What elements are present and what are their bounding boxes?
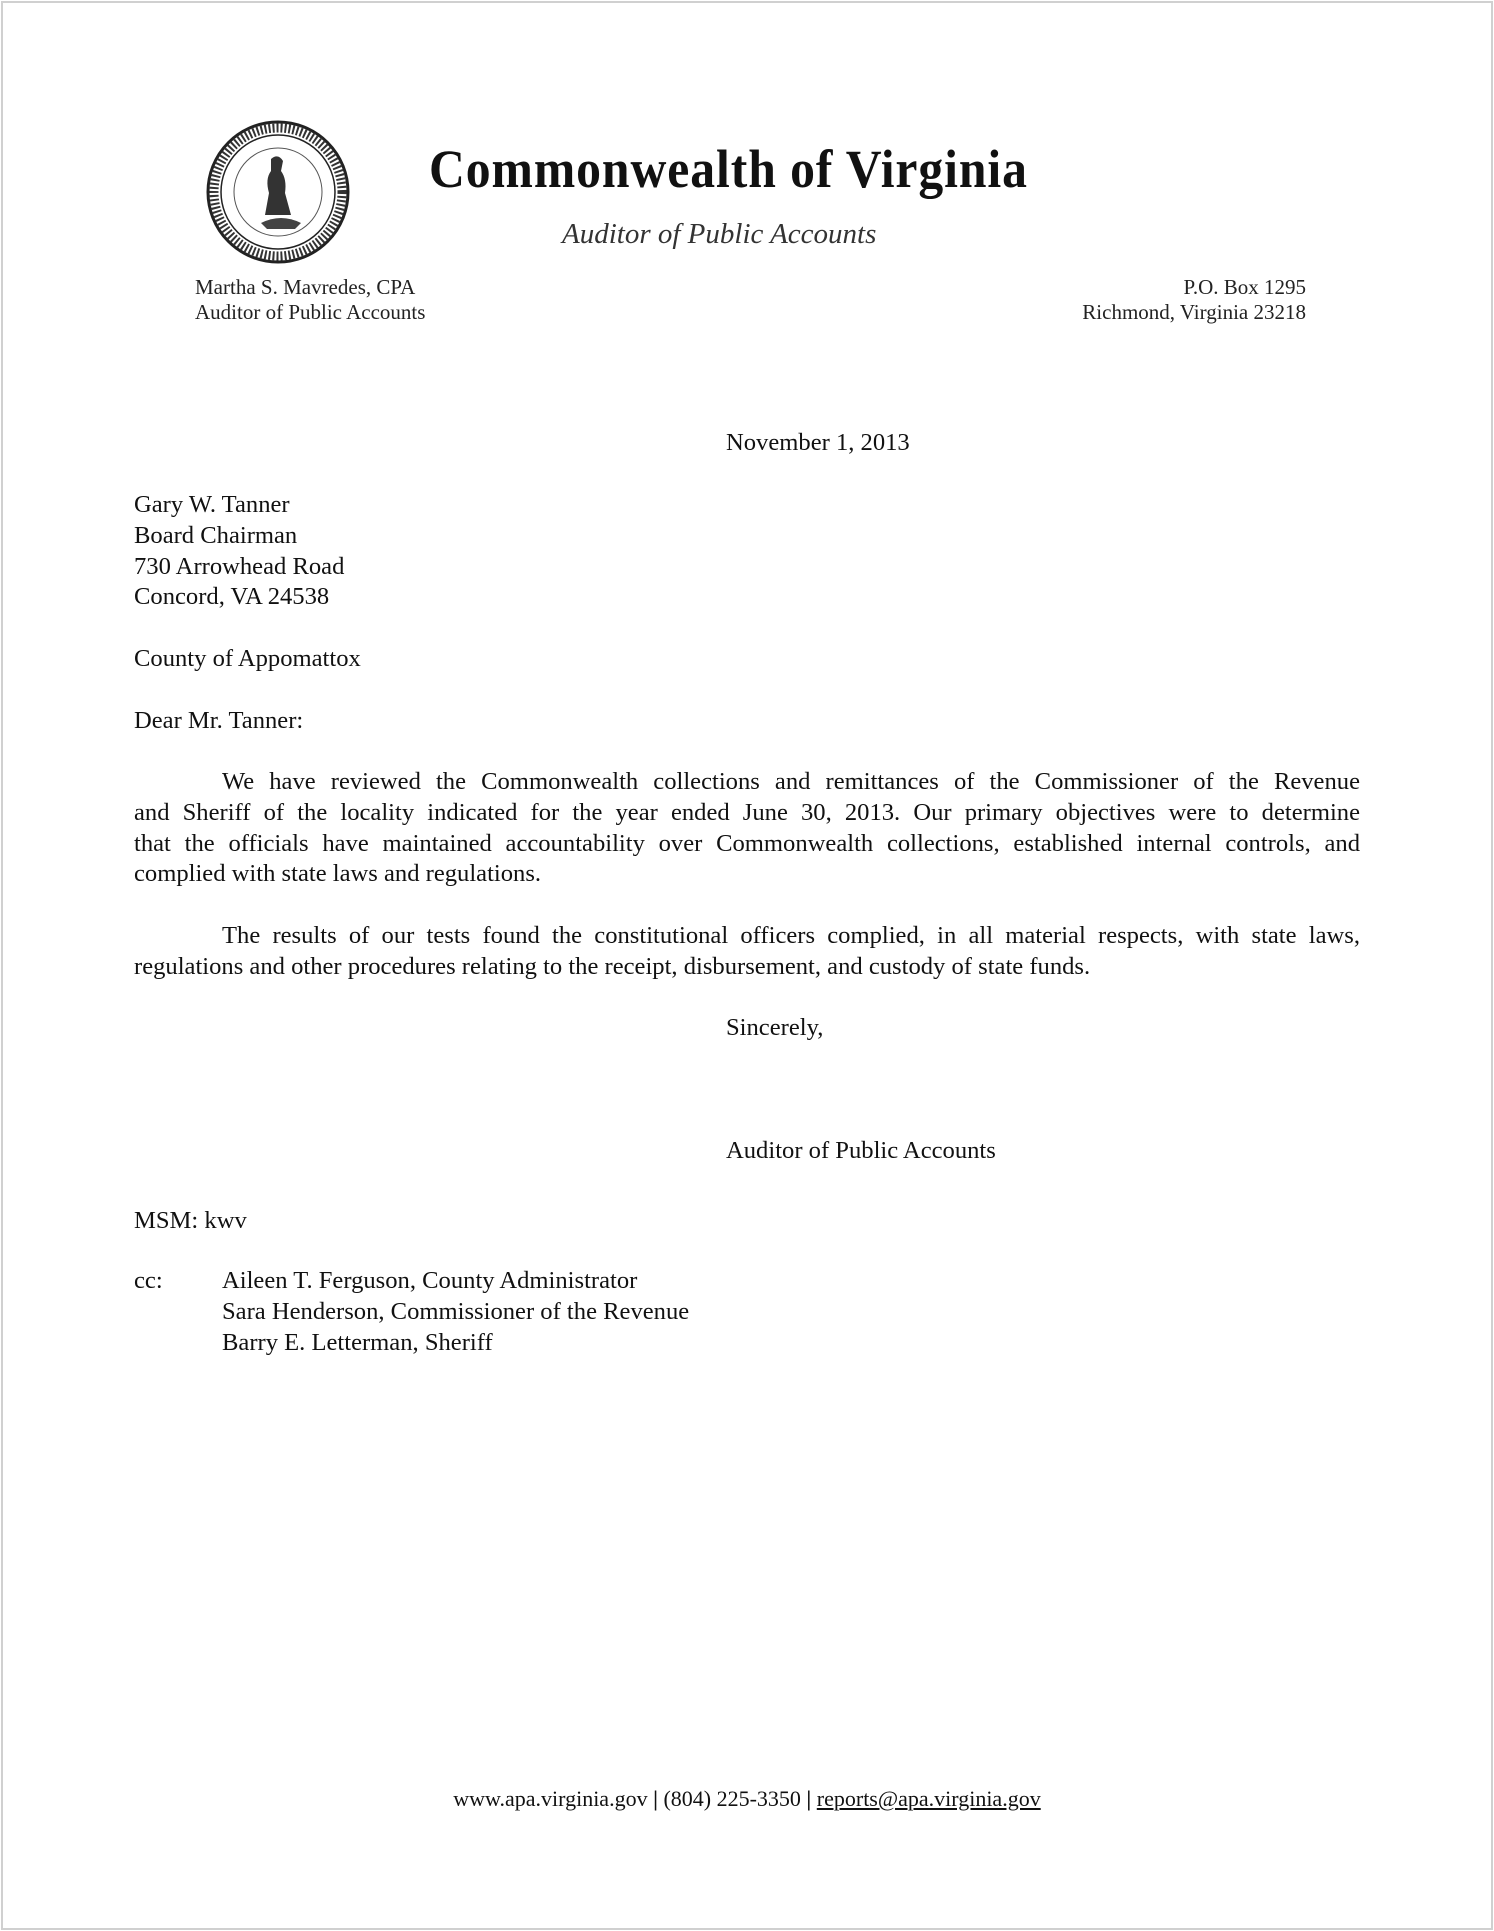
cc-item: Barry E. Letterman, Sheriff [222, 1328, 493, 1356]
auditor-title: Auditor of Public Accounts [195, 300, 426, 324]
letterhead-title: Commonwealth of Virginia [429, 139, 1028, 199]
signature-title: Auditor of Public Accounts [726, 1137, 996, 1164]
recipient-address [134, 490, 344, 613]
recipient-name: Gary W. Tanner [134, 491, 290, 518]
paragraph-line: We have reviewed the Commonwealth collections and remittances of the Commissioner of the Revenue [222, 768, 1360, 795]
auditor-name: Martha S. Mavredes, CPA [195, 275, 416, 299]
paragraph-line: that the officials have maintained accountability over Commonwealth collections, established internal controls, and [134, 829, 1360, 857]
paragraph-2 [134, 921, 1360, 983]
footer-phone: (804) 225-3350 [663, 1786, 801, 1811]
closing: Sincerely, [726, 1014, 824, 1041]
recipient-city: Concord, VA 24538 [134, 583, 330, 611]
footer [0, 1786, 1494, 1812]
paragraph-line: regulations and other procedures relating to the receipt, disbursement, and custody of state funds. [134, 952, 1091, 980]
auditor-name-block [195, 275, 425, 325]
virginia-seal-logo [205, 119, 351, 265]
footer-separator: | [806, 1786, 812, 1811]
cc-item: Aileen T. Ferguson, County Administrator [222, 1267, 638, 1294]
recipient-street: 730 Arrowhead Road [134, 552, 345, 580]
recipient-title: Board Chairman [134, 521, 298, 549]
footer-website[interactable]: www.apa.virginia.gov [453, 1786, 648, 1811]
footer-separator: | [653, 1786, 658, 1811]
paragraph-line: The results of our tests found the constitutional officers complied, in all material respects, with state laws, [222, 922, 1360, 949]
po-box: P.O. Box 1295 [1183, 275, 1306, 299]
footer-email-link[interactable]: reports@apa.virginia.gov [816, 1786, 1041, 1811]
salutation: Dear Mr. Tanner: [134, 707, 304, 734]
letterhead-subtitle: Auditor of Public Accounts [562, 218, 877, 250]
cc-label: cc: [134, 1267, 163, 1294]
city-state-zip: Richmond, Virginia 23218 [1082, 300, 1306, 324]
cc-item: Sara Henderson, Commissioner of the Revenue [222, 1297, 690, 1325]
paragraph-line: and Sheriff of the locality indicated for the year ended June 30, 2013. Our primary objectives were to determine [134, 798, 1360, 826]
letter-date: November 1, 2013 [726, 429, 910, 456]
office-address [1082, 275, 1306, 325]
cc-list [222, 1266, 689, 1358]
initials: MSM: kwv [134, 1207, 247, 1234]
paragraph-line: complied with state laws and regulations. [134, 860, 542, 888]
paragraph-1 [134, 767, 1360, 890]
locality: County of Appomattox [134, 645, 361, 672]
